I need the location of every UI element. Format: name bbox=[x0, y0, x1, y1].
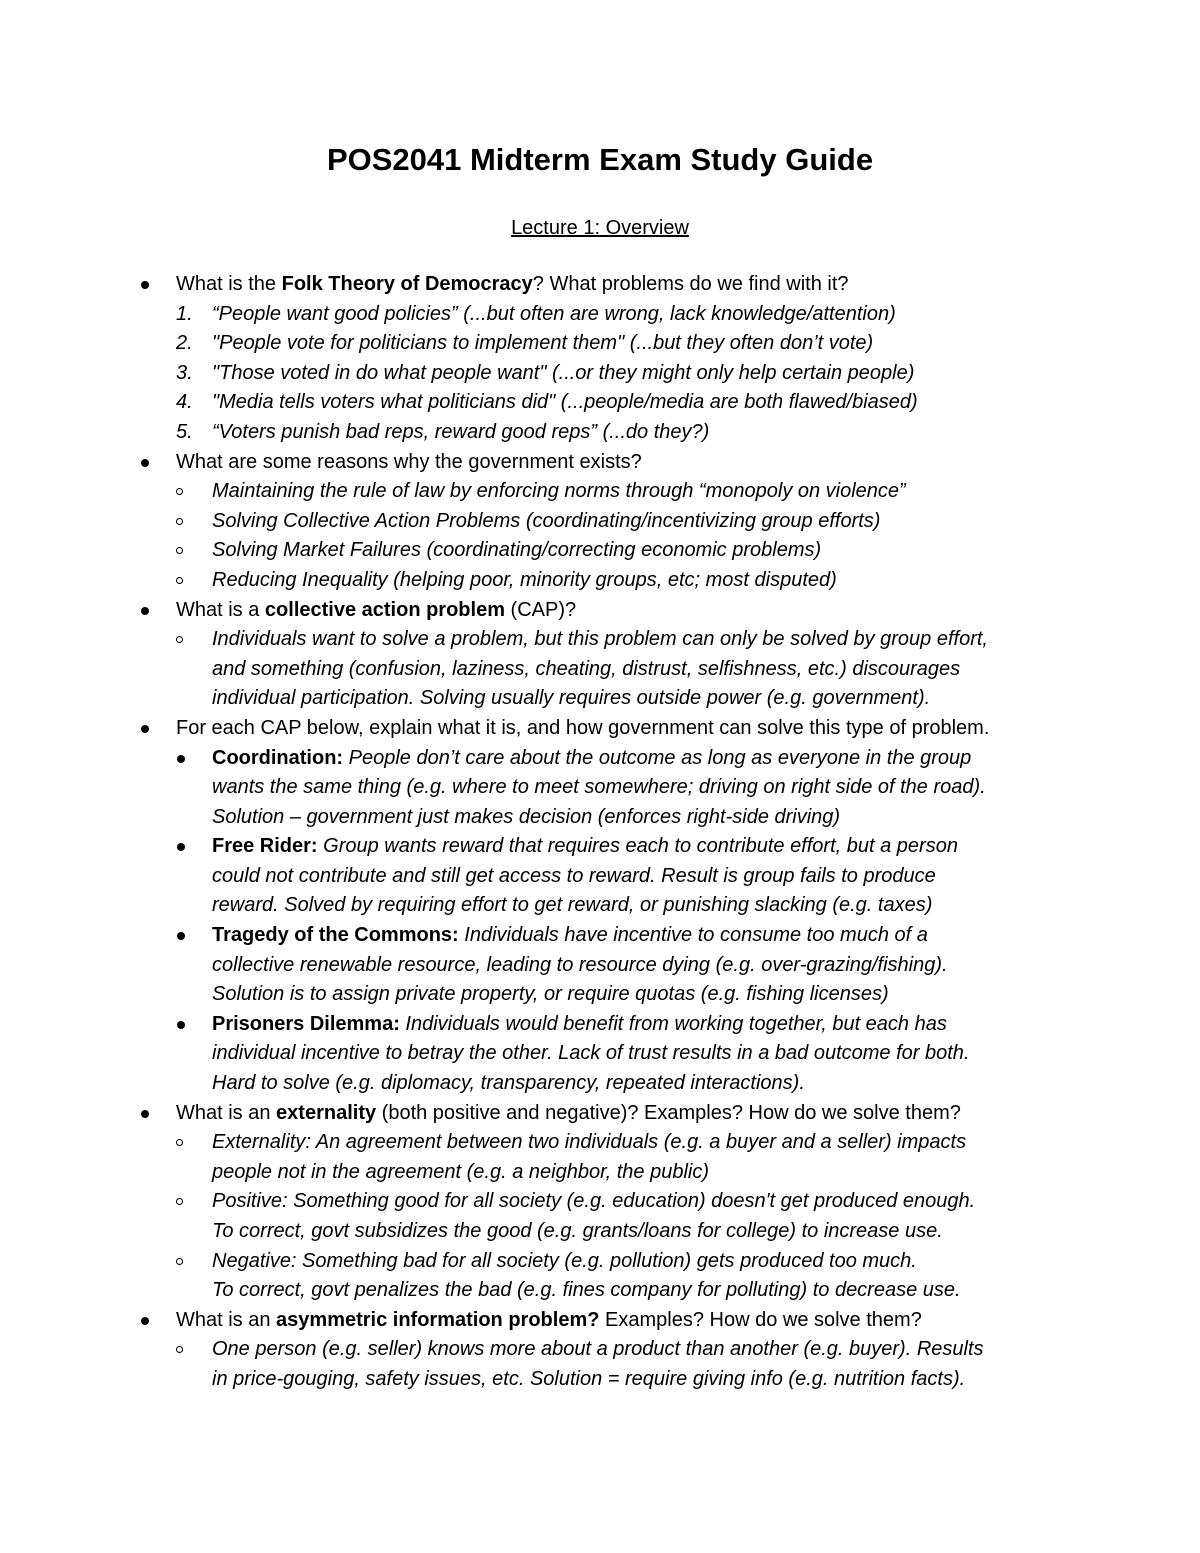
answer-line: collective renewable resource, leading to resource dying (e.g. over-grazing/fishing). bbox=[212, 953, 948, 976]
list-item: Externality: An agreement between two individuals (e.g. a buyer and a seller) impacts bbox=[0, 1128, 1200, 1158]
cap-type-free-rider: Free Rider: Group wants reward that requires each to contribute effort, but a person bbox=[0, 832, 1200, 862]
page-title: POS2041 Midterm Exam Study Guide bbox=[326, 142, 874, 177]
bullet-icon bbox=[177, 1021, 185, 1029]
bullet-icon bbox=[141, 607, 149, 615]
answer-line: Solution – government just makes decision (enforces right-side driving) bbox=[212, 805, 841, 828]
answer-line: could not contribute and still get access to reward. Result is group fails to produce bbox=[212, 864, 936, 887]
circle-bullet-icon bbox=[176, 488, 183, 495]
cap-type-prisoners-dilemma: Prisoners Dilemma: Individuals would benefit from working together, but each has bbox=[0, 1010, 1200, 1040]
cap-type-coordination: Coordination: People don’t care about the outcome as long as everyone in the group bbox=[0, 744, 1200, 774]
cap-type-tragedy-commons: Tragedy of the Commons: Individuals have incentive to consume too much of a bbox=[0, 921, 1200, 951]
list-item: 3. "Those voted in do what people want" (...or they might only help certain people) bbox=[176, 361, 915, 384]
list-item: 1. “People want good policies” (...but often are wrong, lack knowledge/attention) bbox=[176, 302, 896, 325]
answer-line: and something (confusion, laziness, cheating, distrust, selfishness, etc.) discourages bbox=[212, 657, 961, 680]
bullet-icon bbox=[141, 459, 149, 467]
question-folk-theory: What is the Folk Theory of Democracy? What problems do we find with it? bbox=[0, 270, 1200, 300]
list-item: Positive: Something good for all society (e.g. education) doesn't get produced enough. bbox=[0, 1187, 1200, 1217]
question-government-reasons: What are some reasons why the government exists? bbox=[0, 448, 1200, 478]
bullet-icon bbox=[177, 932, 185, 940]
answer-line: people not in the agreement (e.g. a neighbor, the public) bbox=[212, 1160, 710, 1183]
question-asymmetric-information: What is an asymmetric information problem? Examples? How do we solve them? bbox=[0, 1306, 1200, 1336]
list-item: Negative: Something bad for all society (e.g. pollution) gets produced too much. bbox=[0, 1247, 1200, 1277]
list-item: One person (e.g. seller) knows more about a product than another (e.g. buyer). Results bbox=[0, 1335, 1200, 1365]
circle-bullet-icon bbox=[176, 1198, 183, 1205]
question-externality: What is an externality (both positive and negative)? Examples? How do we solve them? bbox=[0, 1099, 1200, 1129]
bullet-icon bbox=[141, 281, 149, 289]
answer-line: Individuals want to solve a problem, but this problem can only be solved by group effort, bbox=[0, 625, 1200, 655]
circle-bullet-icon bbox=[176, 636, 183, 643]
list-item: 4. "Media tells voters what politicians did" (...people/media are both flawed/biased) bbox=[176, 391, 918, 414]
list-item: Solving Market Failures (coordinating/correcting economic problems) bbox=[0, 536, 1200, 566]
bullet-icon bbox=[177, 843, 185, 851]
answer-line: reward. Solved by requiring effort to get reward, or punishing slacking (e.g. taxes) bbox=[212, 894, 933, 917]
bullet-icon bbox=[177, 755, 185, 763]
circle-bullet-icon bbox=[176, 1346, 183, 1353]
answer-line: individual incentive to betray the other. Lack of trust results in a bad outcome for both. bbox=[212, 1042, 970, 1065]
study-guide-content bbox=[0, 270, 1200, 1395]
circle-bullet-icon bbox=[176, 1258, 183, 1265]
list-item: Maintaining the rule of law by enforcing norms through “monopoly on violence” bbox=[0, 477, 1200, 507]
answer-line: individual participation. Solving usually requires outside power (e.g. government). bbox=[212, 687, 931, 710]
circle-bullet-icon bbox=[176, 547, 183, 554]
list-item: 2. "People vote for politicians to implement them" (...but they often don’t vote) bbox=[176, 332, 874, 355]
circle-bullet-icon bbox=[176, 1139, 183, 1146]
lecture-heading: Lecture 1: Overview bbox=[511, 217, 689, 239]
answer-line: Hard to solve (e.g. diplomacy, transparency, repeated interactions). bbox=[212, 1072, 805, 1095]
answer-line: To correct, govt subsidizes the good (e.g. grants/loans for college) to increase use. bbox=[212, 1220, 943, 1242]
answer-line: wants the same thing (e.g. where to meet somewhere; driving on right side of the road). bbox=[212, 776, 986, 799]
answer-line: Solution is to assign private property, or require quotas (e.g. fishing licenses) bbox=[212, 983, 889, 1006]
list-item: Reducing Inequality (helping poor, minority groups, etc; most disputed) bbox=[0, 566, 1200, 596]
answer-line: in price-gouging, safety issues, etc. Solution = require giving info (e.g. nutrition facts). bbox=[212, 1367, 966, 1390]
list-item: 5. “Voters punish bad reps, reward good reps” (...do they?) bbox=[176, 420, 710, 443]
answer-line: To correct, govt penalizes the bad (e.g. fines company for polluting) to decrease use. bbox=[212, 1279, 961, 1302]
circle-bullet-icon bbox=[176, 577, 183, 584]
question-cap-types: For each CAP below, explain what it is, and how government can solve this type of problem. bbox=[0, 714, 1200, 744]
bullet-icon bbox=[141, 725, 149, 733]
bullet-icon bbox=[141, 1110, 149, 1118]
circle-bullet-icon bbox=[176, 518, 183, 525]
list-item: Solving Collective Action Problems (coordinating/incentivizing group efforts) bbox=[0, 507, 1200, 537]
bullet-icon bbox=[141, 1317, 149, 1325]
question-collective-action: What is a collective action problem (CAP)? bbox=[0, 596, 1200, 626]
